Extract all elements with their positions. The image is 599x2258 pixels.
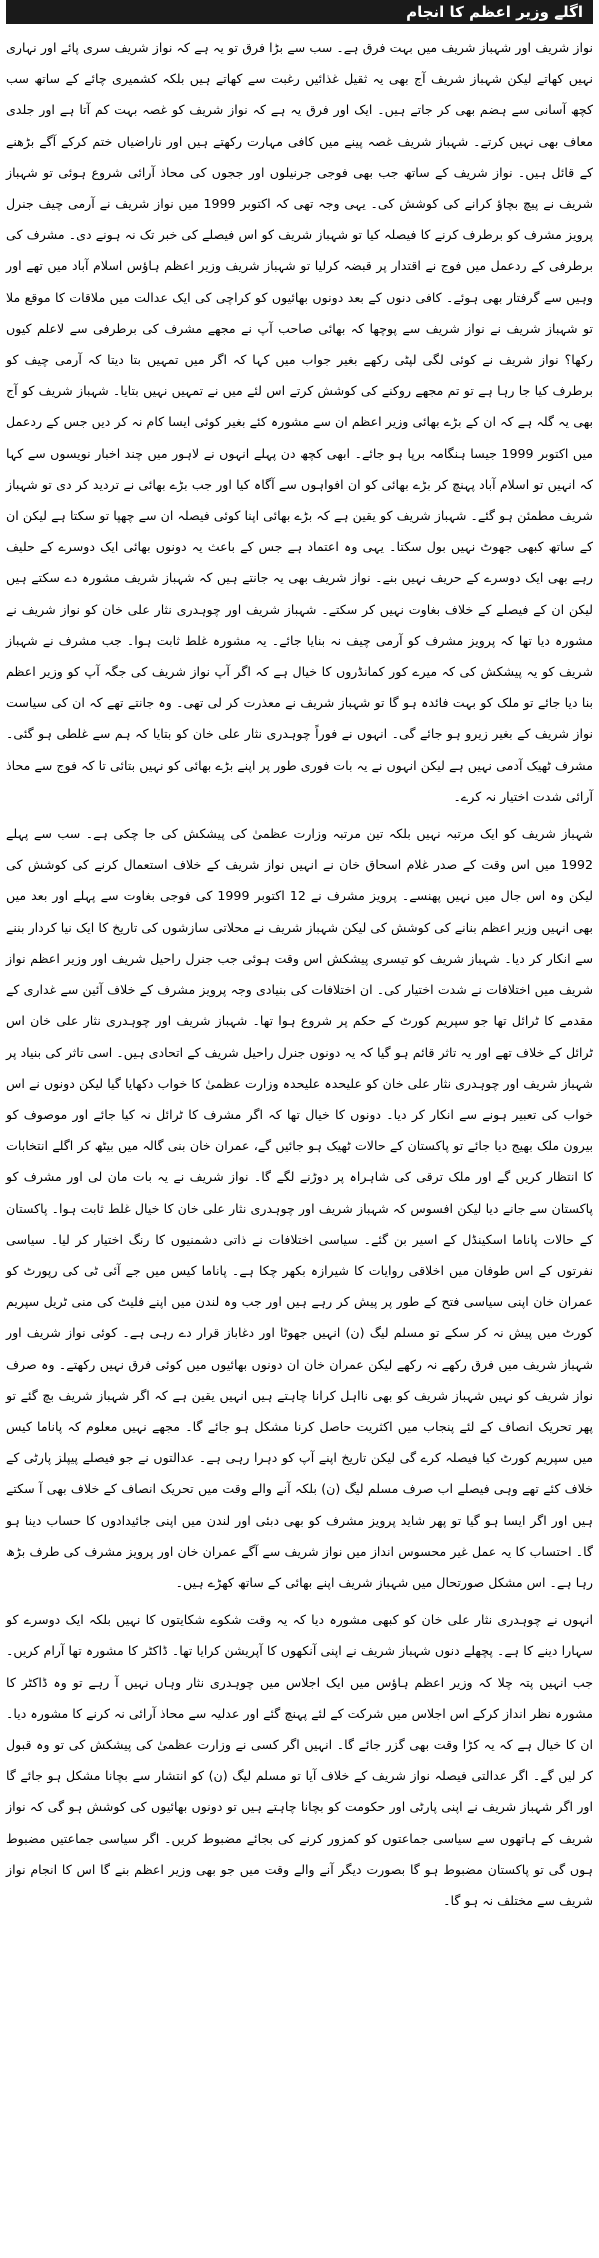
article-paragraph-3: انہوں نے چوہدری نثار علی خان کو کبھی مشورہ دیا کہ یہ وقت شکوے شکایتوں کا نہیں بلکہ ایک دوسرے کو سہارا دینے کا ہے۔ پچھلے دنوں شہباز شریف نے اپنی آنکھوں کا آپریشن کرایا تھا۔ ڈاکٹر کا مشورہ تھا آرام کریں۔ جب انہیں پتہ چلا کہ وزیر اعظم ہاؤس میں ایک اجلاس میں چوہدری نثار وہاں نہیں آ رہے تو وہ ڈاکٹر کا مشورہ نظر انداز کرکے اس اجلاس میں شرکت کے لئے پہنچ گئے اور عدلیہ سے محاذ آرائی نہ کرنے کا مشورہ دیا۔ ان کا خیال ہے کہ یہ کڑا وقت بھی گزر جائے گا۔ انہیں اگر کسی نے وزارت عظمیٰ کی پیشکش کی تو وہ قبول کر لیں گے۔ اگر عدالتی فیصلہ نواز شریف کے خلاف آیا تو مسلم لیگ (ن) کو انتشار سے بچانا مشکل ہو جائے گا اور اگر شہباز شریف نے اپنی پارٹی اور حکومت کو بچانا چاہتے ہیں تو دونوں بھائیوں کی کوشش ہو گی کہ نواز شریف کے ہاتھوں سے سیاسی جماعتوں کو کمزور کرنے کی بجائے مضبوط کریں۔ اگر سیاسی جماعتیں مضبوط ہوں گی تو پاکستان مضبوط ہو گا بصورت دیگر آنے والے وقت میں جو بھی وزیر اعظم بنے گا اس کا انجام نواز شریف سے مختلف نہ ہو گا۔ (6, 1612, 593, 1908)
article-body (6, 32, 593, 1916)
article-headline: اگلے وزیر اعظم کا انجام (406, 3, 583, 21)
article-paragraph-1: نواز شریف اور شہباز شریف میں بہت فرق ہے۔ سب سے بڑا فرق تو یہ ہے کہ نواز شریف سری پائے اور نہاری نہیں کھاتے لیکن شہباز شریف آج بھی یہ ثقیل غذائیں رغبت سے کھاتے ہیں بلکہ کشمیری چائے کے ساتھ سب کچھ آسانی سے ہضم بھی کر جاتے ہیں۔ ایک اور فرق یہ ہے کہ نواز شریف کو غصہ بہت کم آتا ہے اور جلدی معاف بھی نہیں کرتے۔ شہباز شریف غصہ پینے میں کافی مہارت رکھتے ہیں اور ناراضیاں ختم کرکے آگے بڑھنے کے قائل ہیں۔ نواز شریف کے ساتھ جب بھی فوجی جرنیلوں اور ججوں کی محاذ آرائی شروع ہوئی تو شہباز شریف نے پیچ بچاؤ کرانے کی کوشش کی۔ یہی وجہ تھی کہ اکتوبر 1999 میں نواز شریف نے آرمی چیف جنرل پرویز مشرف کو برطرف کرنے کا فیصلہ کیا تو شہباز شریف کو اس فیصلے کی خبر تک نہ ہونے دی۔ مشرف کی برطرفی کے ردعمل میں فوج نے اقتدار پر قبضہ کرلیا تو شہباز شریف وزیر اعظم ہاؤس اسلام آباد میں تھے اور وہیں سے گرفتار بھی ہوئے۔ کافی دنوں کے بعد دونوں بھائیوں کو کراچی کی ایک عدالت میں ملاقات کا موقع ملا تو شہباز شریف نے نواز شریف سے پوچھا کہ بھائی صاحب آپ نے مجھے مشرف کی برطرفی سے لاعلم کیوں رکھا؟ نواز شریف نے کوئی لگی لپٹی رکھے بغیر جواب میں کہا کہ اگر میں تمہیں بتا دیتا کہ آرمی چیف کو برطرف کیا جا رہا ہے تو تم مجھے روکنے کی کوشش کرتے اس لئے میں نے تمہیں نہیں بتایا۔ شہباز شریف کو آج بھی یہ گلہ ہے کہ ان کے بڑے بھائی وزیر اعظم ان سے مشورہ کئے بغیر کوئی ایسا کام نہ کر دیں جس کے ردعمل میں اکتوبر 1999 جیسا ہنگامہ برپا ہو جائے۔ ابھی کچھ دن پہلے انہوں نے لاہور میں چند اخبار نویسوں سے کہا کہ انہیں تو اسلام آباد پہنچ کر بڑے بھائی کو ان افواہوں سے آگاہ کیا اور جب بڑے بھائی نے تردید کر دی تو شہباز شریف مطمئن ہو گئے۔ شہباز شریف کو یقین ہے کہ بڑے بھائی اپنا کوئی فیصلہ ان سے چھپا تو سکتا ہے لیکن ان کے ساتھ کبھی جھوٹ نہیں بول سکتا۔ یہی وہ اعتماد ہے جس کے باعث یہ دونوں بھائی ایک دوسرے کے حلیف رہے بھی ایک دوسرے کے حریف نہیں بنے۔ نواز شریف بھی یہ جانتے ہیں کہ شہباز شریف مشورہ دے سکتے ہیں لیکن ان کے فیصلے کے خلاف بغاوت نہیں کر سکتے۔ شہباز شریف اور چوہدری نثار علی خان کو نواز شریف نے مشورہ دیا تھا کہ پرویز مشرف کو آرمی چیف نہ بنایا جائے۔ یہ مشورہ غلط ثابت ہوا۔ جب مشرف نے شہباز شریف کو یہ پیشکش کی کہ میرے کور کمانڈروں کا خیال ہے کہ اگر آپ نواز شریف کی جگہ آپ کو وزیر اعظم بنا دیا جائے تو ملک کو بہت فائدہ ہو گا تو شہباز شریف نے معذرت کر لی تھی۔ وہ جانتے تھے کہ ان کی سیاست نواز شریف کے بغیر زیرو ہو جائے گی۔ انہوں نے فوراً چوہدری نثار علی خان کو بتایا کہ ہم سے غلطی ہو گئی۔ مشرف ٹھیک آدمی نہیں ہے لیکن انہوں نے یہ بات فوری طور پر اپنے بڑے بھائی کو نہیں بتائی تا کہ فوج سے محاذ آرائی شدت اختیار نہ کرے۔ (6, 40, 593, 804)
article-paragraph-2: شہباز شریف کو ایک مرتبہ نہیں بلکہ تین مرتبہ وزارت عظمیٰ کی پیشکش کی جا چکی ہے۔ سب سے پہلے 1992 میں اس وقت کے صدر غلام اسحاق خان نے انہیں نواز شریف کے خلاف استعمال کرنے کی کوشش کی لیکن وہ اس جال میں نہیں پھنسے۔ پرویز مشرف نے 12 اکتوبر 1999 کی فوجی بغاوت سے پہلے اور بعد میں بھی انہیں وزیر اعظم بنانے کی کوشش کی لیکن شہباز شریف نے محلاتی سازشوں کی تاریخ کا ایک نیا کردار بننے سے انکار کر دیا۔ شہباز شریف کو تیسری پیشکش اس وقت ہوئی جب جنرل راحیل شریف اور وزیر اعظم نواز شریف میں اختلافات نے شدت اختیار کی۔ ان اختلافات کی بنیادی وجہ پرویز مشرف کے خلاف آئین سے غداری کے مقدمے کا ٹرائل تھا جو سپریم کورٹ کے حکم پر شروع ہوا تھا۔ شہباز شریف اور چوہدری نثار علی خان اس ٹرائل کے خلاف تھے اور یہ تاثر قائم ہو گیا کہ یہ دونوں جنرل راحیل شریف کے اتحادی ہیں۔ اسی تاثر کی بنیاد پر شہباز شریف اور چوہدری نثار علی خان کو علیحدہ علیحدہ وزارت عظمیٰ کا خواب دکھایا گیا لیکن دونوں نے اس خواب کی تعبیر ہونے سے انکار کر دیا۔ دونوں کا خیال تھا کہ اگر مشرف کا ٹرائل نہ کیا جائے اور موصوف کو بیرون ملک بھیج دیا جائے تو پاکستان کے حالات ٹھیک ہو جائیں گے، عمران خان بنی گالہ میں بیٹھ کر اگلے انتخابات کا انتظار کریں گے اور ملک ترقی کی شاہراہ پر دوڑنے لگے گا۔ نواز شریف نے یہ بات مان لی اور مشرف کو پاکستان سے جانے دیا لیکن افسوس کہ شہباز شریف اور چوہدری نثار علی خان کا خیال غلط ثابت ہوا۔ پاکستان کے حالات پاناما اسکینڈل کے اسیر بن گئے۔ سیاسی اختلافات نے ذاتی دشمنیوں کا رنگ اختیار کر لیا۔ سیاسی نفرتوں کے اس طوفان میں اخلاقی روایات کا شیرازہ بکھر چکا ہے۔ پاناما کیس میں جے آئی ٹی کی رپورٹ کو عمران خان اپنی سیاسی فتح کے طور پر پیش کر رہے ہیں اور جب وہ لندن میں اپنے فلیٹ کی منی ٹریل سپریم کورٹ میں پیش نہ کر سکے تو مسلم لیگ (ن) انہیں جھوٹا اور دغاباز قرار دے رہی ہے۔ کوئی نواز شریف اور شہباز شریف میں فرق رکھے نہ رکھے لیکن عمران خان ان دونوں بھائیوں میں کوئی فرق نہیں رکھتے۔ وہ صرف نواز شریف کو نہیں شہباز شریف کو بھی نااہل کرانا چاہتے ہیں انہیں یقین ہے کہ اگر شہباز شریف بچ گئے تو پھر تحریک انصاف کے لئے پنجاب میں اکثریت حاصل کرنا مشکل ہو جائے گا۔ مجھے نہیں معلوم کہ پاناما کیس میں سپریم کورٹ کیا فیصلہ کرے گی لیکن تاریخ اپنے آپ کو دہرا رہی ہے۔ عدالتوں نے جو فیصلے پیپلز پارٹی کے خلاف کئے تھے وہی فیصلے اب صرف مسلم لیگ (ن) بلکہ آنے والے وقت میں تحریک انصاف کے خلاف بھی آ سکتے ہیں اور اگر ایسا ہو گیا تو پھر شاید پرویز مشرف کو بھی دبئی اور لندن میں اپنی جائیدادوں کا حساب دینا ہو گا۔ احتساب کا یہ عمل غیر محسوس انداز میں نواز شریف سے آگے عمران خان اور پرویز مشرف کی طرف بڑھ رہا ہے۔ اس مشکل صورتحال میں شہباز شریف اپنے بھائی کے ساتھ کھڑے ہیں۔ (6, 826, 594, 1590)
headline-banner (6, 0, 593, 24)
